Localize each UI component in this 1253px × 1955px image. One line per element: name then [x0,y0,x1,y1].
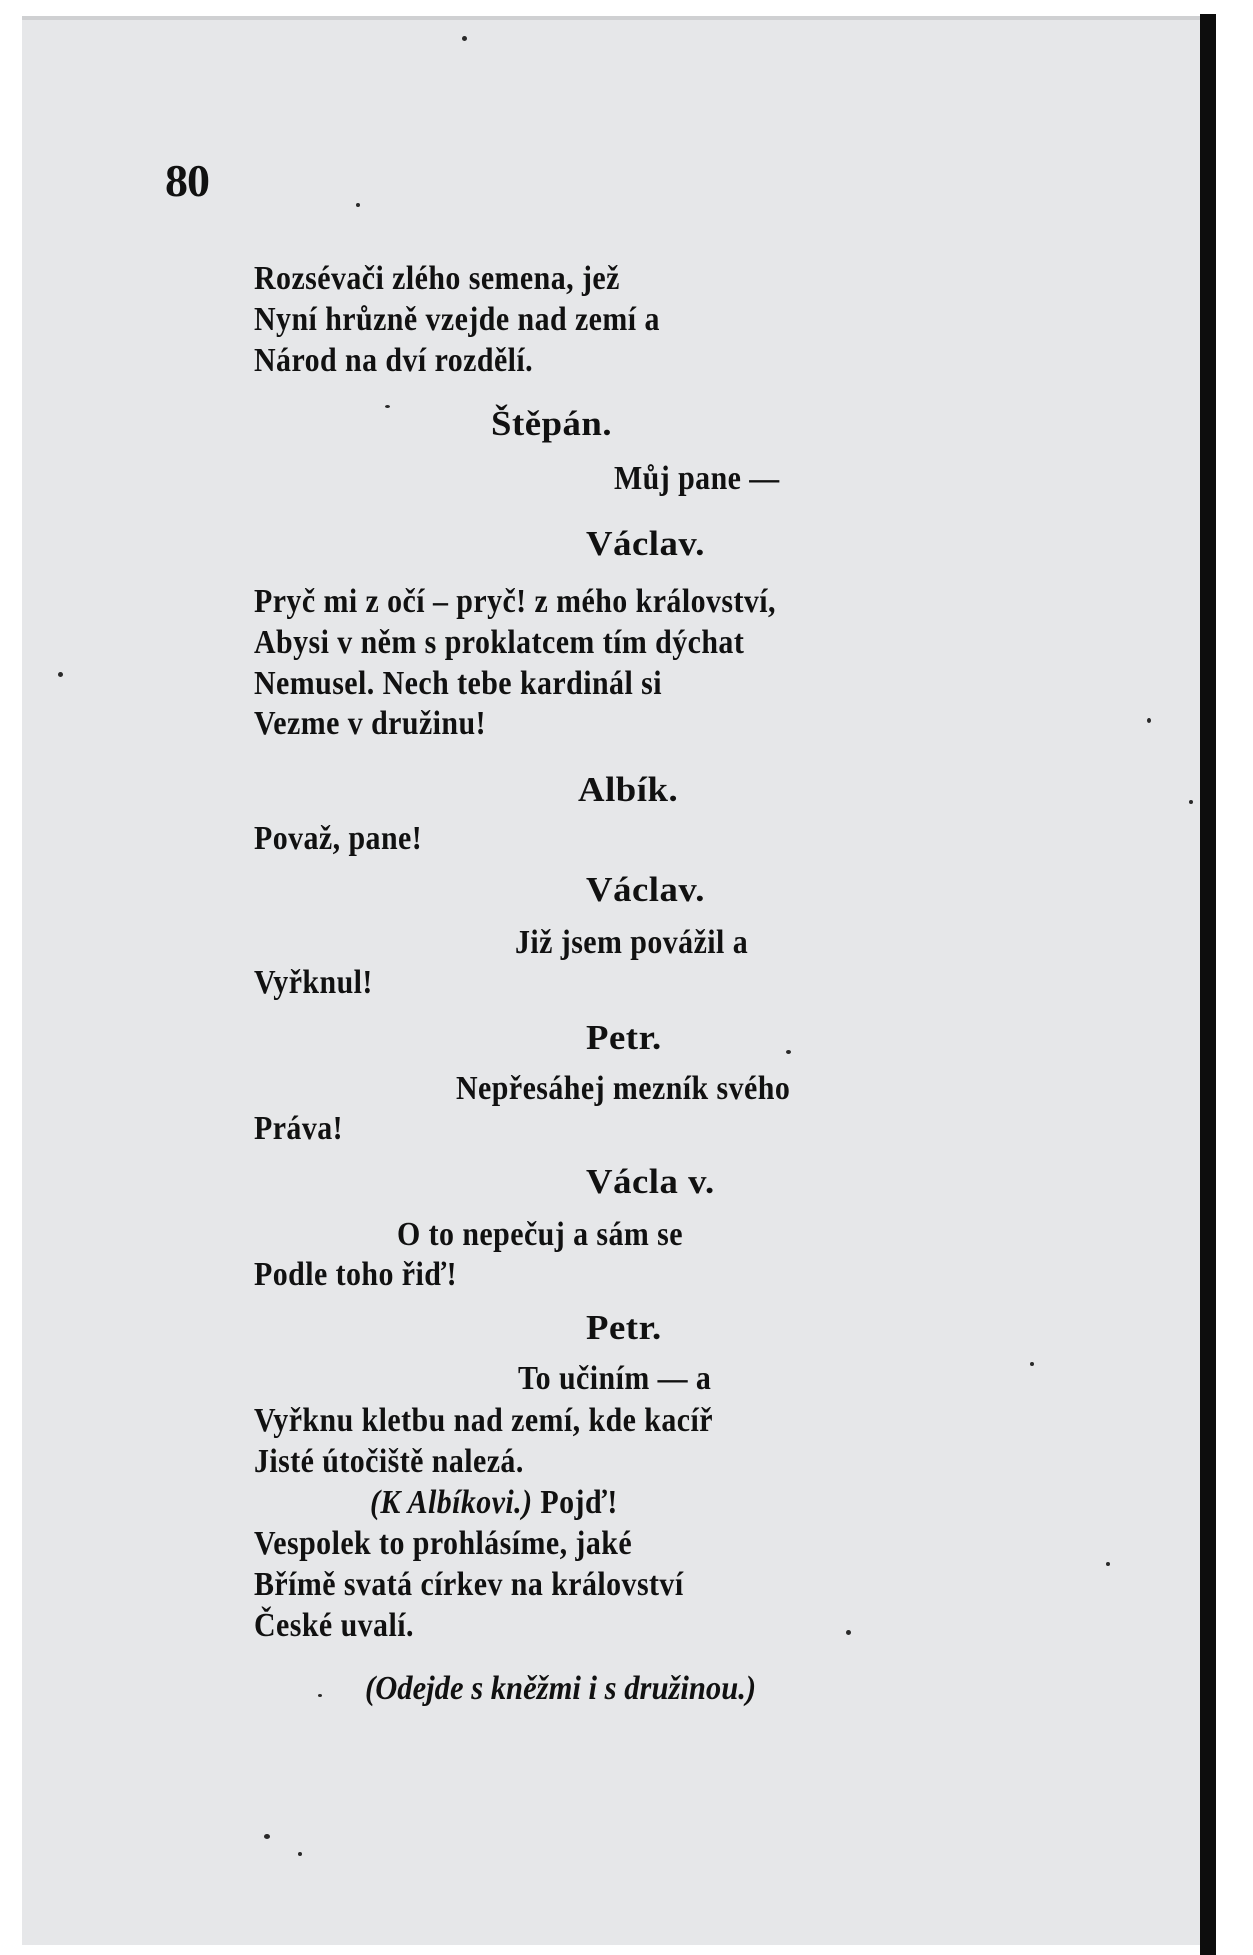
verse-line: Považ, pane! [254,820,423,857]
verse-line: Vyřknul! [254,964,373,1001]
verse-line [370,1486,618,1520]
print-speck [1189,800,1193,804]
speaker-name: Václav. [586,870,706,909]
verse-line: Podle toho řiď! [254,1256,458,1293]
verse-line: Práva! [254,1110,344,1147]
print-speck [1147,718,1151,723]
verse-line: Již jsem povážil a [515,924,749,961]
verse-line: Nemusel. Nech tebe kardinál si [254,665,662,702]
print-speck [385,405,390,408]
print-speck [1106,1562,1110,1566]
print-speck [264,1834,270,1839]
page-margin-right [1216,14,1253,1955]
verse-line: O to nepečuj a sám se [397,1216,683,1253]
print-speck [846,1630,851,1635]
speaker-name: Štěpán. [491,404,613,443]
speaker-name: Albík. [578,770,679,809]
page-number: 80 [165,155,209,206]
print-speck [462,36,467,41]
verse-line: Vyřknu kletbu nad zemí, kde kacíř [254,1402,713,1439]
verse-line: Nyní hrůzně vzejde nad zemí a [254,301,660,338]
verse-fragment: Pojď! [532,1484,618,1521]
verse-line: Abysi v něm s proklatcem tím dýchat [254,624,745,661]
verse-line: Pryč mi z očí – pryč! z mého království, [254,583,776,620]
print-speck [318,1694,322,1697]
print-speck [786,1050,791,1054]
verse-line: Národ na dví rozdělí. [254,342,534,379]
verse-line: Vezme v družinu! [254,705,486,742]
print-speck [298,1852,302,1856]
verse-line: Nepřesáhej mezník svého [456,1070,791,1107]
page-binding-edge [1200,14,1216,1955]
verse-line: České uvalí. [254,1607,414,1644]
print-speck [1030,1362,1034,1366]
verse-line: Rozsévači zlého semena, jež [254,260,620,297]
verse-line: Můj pane — [614,460,780,497]
verse-line: Břímě svatá církev na království [254,1566,684,1603]
page-top-edge [22,16,1200,20]
print-speck [356,203,360,207]
speaker-name: Petr. [586,1308,662,1347]
verse-line: To učiním — a [518,1360,712,1397]
speaker-name: Václav. [586,524,706,563]
print-speck [58,672,63,677]
speaker-name: Václa v. [586,1162,715,1201]
speaker-name: Petr. [586,1018,662,1057]
verse-line: Jisté útočiště nalezá. [254,1443,524,1480]
verse-line: Vespolek to prohlásíme, jaké [254,1525,633,1562]
stage-direction: (Odejde s kněžmi i s družinou.) [365,1670,757,1707]
stage-direction-inline: (K Albíkovi.) [370,1484,533,1521]
